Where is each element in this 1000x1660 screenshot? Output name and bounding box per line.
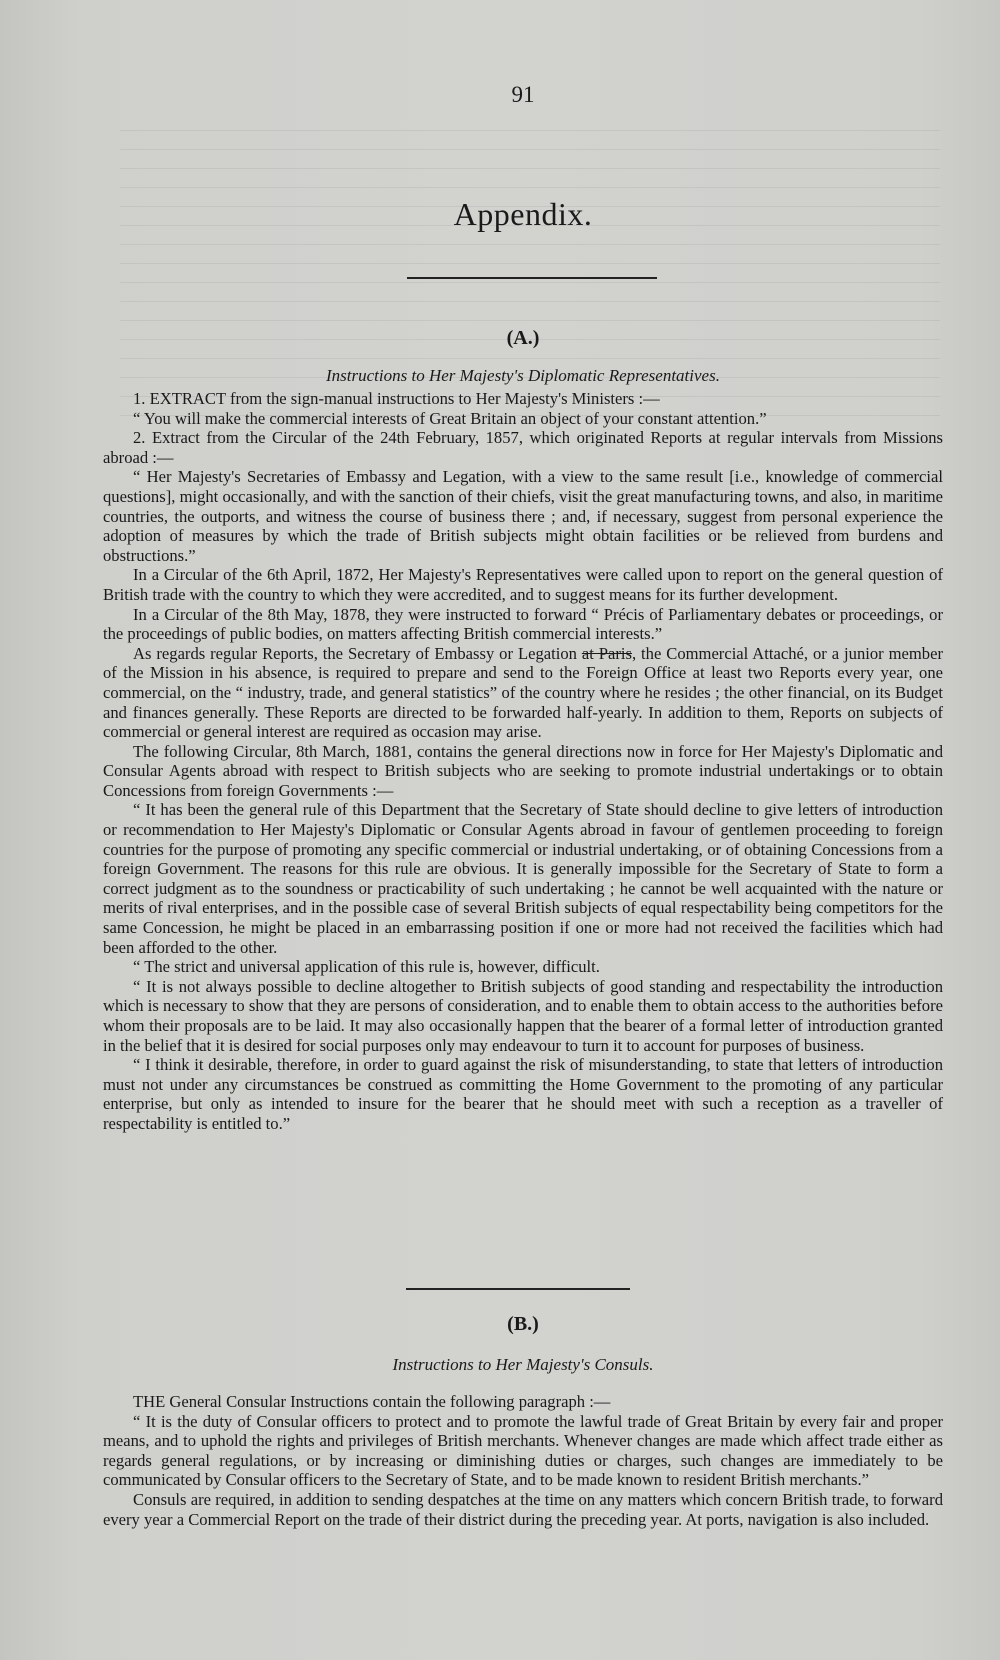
page-title: Appendix. — [453, 196, 593, 232]
paragraph: The following Circular, 8th March, 1881, contains the general directions now in force for Her Majesty's Diplomatic and Consular Agents abroad with respect to British subjects who are seeking to promote industrial undertakings or to obtain Concessions from foreign Governments :— — [103, 741, 943, 800]
text-run: , the Commercial Attaché, or a junior member of the Mission in his absence, is required to prepare and send to the Foreign Office at least two Reports every year, one commercial, on the “ industry, trade, and general statistics” of the country where he resides ; the other financial, on its Budget and finances generally. These Reports are directed to be forwarded half-yearly. In addition to them, Reports on subjects of commercial or general interest are required as occasion may arise. — [103, 643, 943, 742]
divider-rule — [407, 277, 657, 279]
paragraph: “ It is not always possible to decline altogether to British subjects of good standing and respectability the introduction which is necessary to show that they are persons of consideration, and to enable them to obtain access to the authorities before whom their proposals are to be laid. It may also occasionally happen that the bearer of a formal letter of introduction granted in the belief that it is desired for social purposes only may endeavour to turn it to account for purposes of business. — [103, 976, 943, 1055]
section-a-subheading: Instructions to Her Majesty's Diplomatic Representatives. — [326, 366, 720, 385]
paragraph: In a Circular of the 6th April, 1872, Her Majesty's Representatives were called upon to report on the general question of British trade with the country to which they were accredited, and to suggest means for its further development. — [103, 565, 943, 604]
paragraph: “ I think it desirable, therefore, in order to guard against the risk of misunderstanding, to state that letters of introduction must not under any circumstances be construed as committing the Home Government to the promoting of any particular enterprise, but only as intended to insure for the bearer that he should meet with such a reception as a traveller of respectability is entitled to.” — [103, 1055, 943, 1133]
paragraph: “ You will make the commercial interests of Great Britain an object of your constant attention.” — [133, 408, 767, 428]
section-a-heading: (A.) — [506, 327, 540, 349]
paragraph: In a Circular of the 8th May, 1878, they were instructed to forward “ Précis of Parliamentary debates or proceedings, or the proceedings of public bodies, on matters affecting British commercial interests.” — [103, 604, 943, 644]
text-run: As regards regular Reports, the Secretary of Embassy or Legation — [133, 643, 582, 663]
divider-rule — [406, 1288, 630, 1290]
paragraph: 2. Extract from the Circular of the 24th February, 1857, which originated Reports at regular intervals from Missions abroad :— — [103, 428, 943, 467]
paragraph: 1. EXTRACT from the sign-manual instructions to Her Majesty's Ministers :— — [133, 389, 660, 408]
paragraph: “ Her Majesty's Secretaries of Embassy and Legation, with a view to the same result [i.e., knowledge of commercial questions], might occasionally, and with the sanction of their chiefs, visit the great manufacturing towns, and also, in maritime countries, the outports, and witness the course of business there ; and, if necessary, suggest from personal experience the adoption of measures by which the trade of British subjects might obtain facilities or be relieved from burdens and obstructions.” — [103, 467, 943, 565]
paragraph: Consuls are required, in addition to sending despatches at the time on any matters which concern British trade, to forward every year a Commercial Report on the trade of their district during the preceding year. At ports, navigation is also included. — [103, 1489, 943, 1529]
paragraph: THE General Consular Instructions contain the following paragraph :— — [133, 1392, 611, 1411]
section-b-heading: (B.) — [507, 1313, 539, 1335]
section-b-subheading: Instructions to Her Majesty's Consuls. — [392, 1355, 654, 1374]
section-a-body — [103, 389, 943, 1134]
paragraph: “ It is the duty of Consular officers to protect and to promote the lawful trade of Great Britain by every fair and proper means, and to uphold the rights and privileges of British merchants. Whenever changes are made which affect trade either as regards general regulations, or by increasing or diminishing duties or charges, such changes are immediately to be communicated by Consular officers to the Secretary of State, and to be made known to resident British merchants.” — [103, 1411, 943, 1490]
page-number: 91 — [511, 82, 535, 107]
paragraph: “ The strict and universal application of this rule is, however, difficult. — [133, 957, 600, 977]
struck-text: at Paris — [581, 643, 632, 663]
section-b-body — [103, 1392, 943, 1529]
paragraph: “ It has been the general rule of this Department that the Secretary of State should decline to give letters of introduction or recommendation to Her Majesty's Diplomatic or Consular Agents abroad in favour of gentlemen proceeding to foreign countries for the purpose of promoting any specific commercial or industrial undertaking, or of obtaining Concessions from a foreign Government. The reasons for this rule are obvious. It is generally impossible for the Secretary of State to form a correct judgment as to the soundness or practicability of such undertaking ; he cannot be well acquainted with the nature or merits of rival enterprises, and in the possible case of several British subjects of equal respectability being competitors for the same Concession, he might be placed in an embarrassing position if one or more had not received the facilities which had been afforded to the other. — [103, 800, 943, 957]
paragraph-with-strikethrough — [103, 644, 943, 742]
